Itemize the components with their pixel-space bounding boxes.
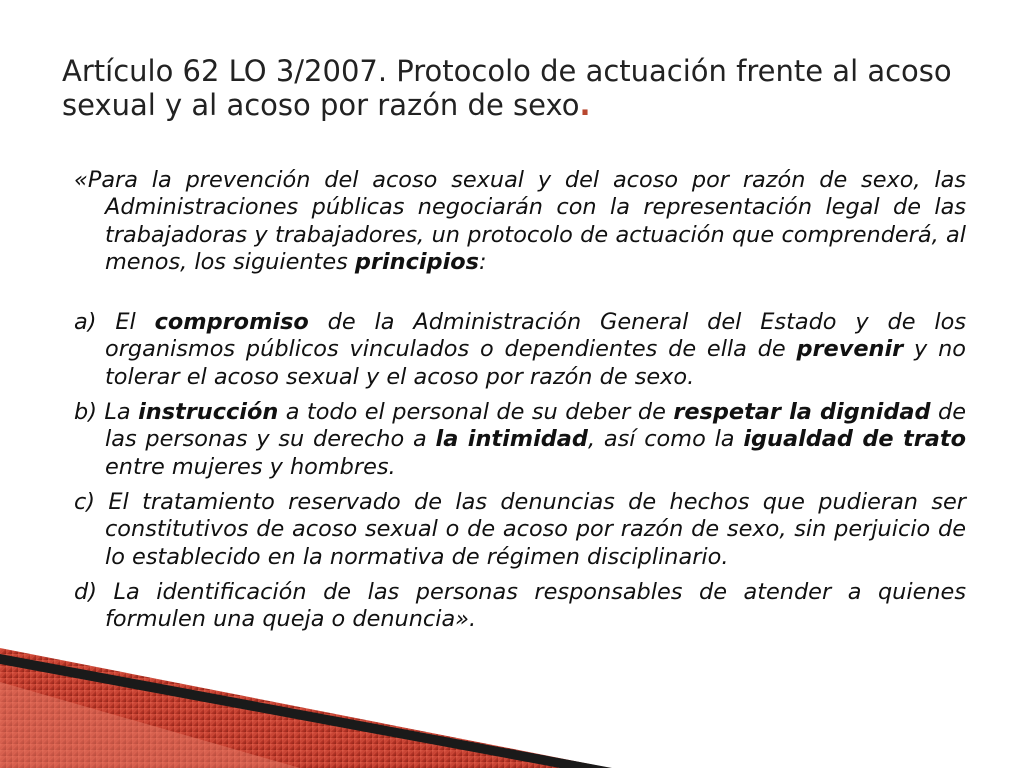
body-text: de las personas y su derecho a	[105, 399, 966, 453]
emphasis-text: principios	[354, 248, 479, 275]
item-a	[74, 309, 966, 391]
body-text: a) El	[74, 309, 155, 336]
body-text: entre mujeres y hombres.	[105, 453, 396, 480]
emphasis-text: la intimidad	[435, 426, 588, 453]
item-d	[74, 579, 966, 634]
emphasis-text: respetar la dignidad	[673, 399, 931, 426]
item-b	[74, 399, 966, 481]
body-text: :	[478, 248, 487, 275]
red-wedge-shape	[0, 648, 610, 768]
item-c	[74, 489, 966, 571]
body-text: c) El tratamiento reservado de las denuncias de hechos que pudieran ser constitutivos de acoso sexual o de acoso por razón de sexo, sin perjuicio de lo establecido en la normativa de régimen disciplinario.	[74, 488, 966, 570]
slide-title-period: .	[579, 88, 591, 122]
intro-paragraph	[74, 167, 966, 276]
slide-title	[62, 54, 982, 122]
body-text: «Para la prevención del acoso sexual y del acoso por razón de sexo, las Administraciones públicas negociarán con la representación legal de las trabajadoras y trabajadores, un protocolo de actuación que comprenderá, al menos, los siguientes	[74, 167, 966, 275]
emphasis-text: instrucción	[138, 399, 279, 426]
emphasis-text: compromiso	[154, 309, 309, 336]
body-text: y no tolerar el acoso sexual y el acoso por razón de sexo.	[105, 336, 966, 390]
light-wedge-shape	[0, 682, 300, 768]
body-text: b) La	[74, 399, 139, 426]
slide-title-text: Artículo 62 LO 3/2007. Protocolo de actuación frente al acoso sexual y al acoso por razón de sexo	[62, 54, 952, 122]
emphasis-text: igualdad de trato	[743, 426, 967, 453]
body-text: d) La identificación de las personas responsables de atender a quienes formulen una queja o denuncia».	[74, 578, 966, 633]
emphasis-text: prevenir	[796, 336, 904, 363]
body-text: , así como la	[587, 426, 744, 453]
dark-stripe-shape	[0, 654, 612, 768]
body-text: a todo el personal de su deber de	[278, 399, 674, 426]
slide-body	[74, 167, 966, 633]
body-text: de la Administración General del Estado y de los organismos públicos vinculados o dependientes de ella de	[105, 309, 967, 363]
